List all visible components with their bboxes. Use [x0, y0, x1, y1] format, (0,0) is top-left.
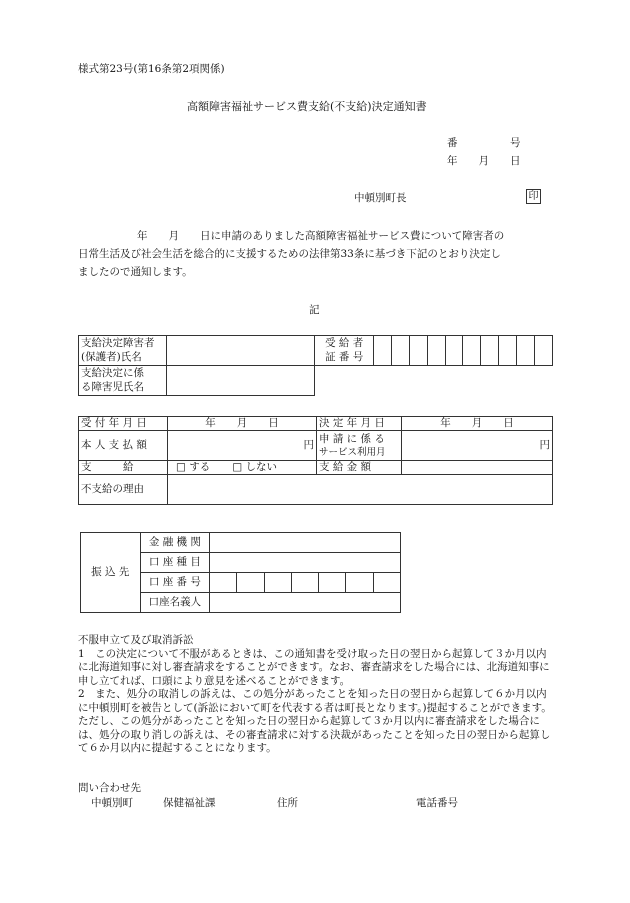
option-dont[interactable]: □ しない	[232, 461, 278, 474]
cert-digit[interactable]	[445, 336, 463, 366]
account-type-field[interactable]	[210, 553, 401, 573]
decision-date-value[interactable]: 年 月 日	[402, 417, 553, 431]
bank-field[interactable]	[210, 533, 401, 553]
account-digit[interactable]	[210, 573, 237, 593]
decision-table	[78, 416, 553, 505]
cert-digit[interactable]	[481, 336, 499, 366]
contact-phone-label: 電話番号	[416, 797, 458, 809]
cert-digit[interactable]	[391, 336, 409, 366]
account-digit[interactable]	[291, 573, 318, 593]
cert-digit[interactable]	[409, 336, 427, 366]
notes-item-1: 1 この決定について不服があるときは、この通知書を受け取った日の翌日から起算して３か月以内に北海道知事に対し審査請求をすることができます。なお、審査請求をした場合には、北海道知事に申し立てれば、口頭により意見を述べることができます。	[78, 647, 550, 687]
recipient-table	[78, 335, 553, 396]
payee-label: 支給決定障害者 (保護者)氏名	[79, 336, 167, 366]
account-number-label: 口 座 番 号	[140, 573, 210, 593]
decision-date-label: 決 定 年 月 日	[317, 417, 402, 431]
cert-digit[interactable]	[373, 336, 391, 366]
reason-field[interactable]	[168, 475, 553, 505]
account-name-label: 口座名義人	[140, 593, 210, 613]
date-label: 年 月 日	[447, 155, 521, 167]
cert-digit[interactable]	[517, 336, 535, 366]
account-digit[interactable]	[373, 573, 400, 593]
page-title: 高額障害福祉サービス費支給(不支給)決定通知書	[187, 100, 427, 113]
seal-mark: 印	[526, 189, 541, 204]
amount-label: 支 給 金 額	[317, 461, 402, 475]
cert-label: 受 給 者 証 番 号	[315, 336, 374, 366]
child-label: 支給決定に係 る障害児氏名	[79, 366, 167, 396]
child-name-field[interactable]	[167, 366, 315, 396]
payment-options[interactable]	[168, 461, 317, 475]
yen-unit: 円	[303, 439, 314, 452]
form-number: 様式第23号(第16条第2項関係)	[78, 63, 225, 75]
service-month-label: 申 請 に 係 る サービス利用月	[317, 431, 402, 461]
cert-digit[interactable]	[427, 336, 445, 366]
doc-number-label: 番 号	[447, 137, 521, 149]
body-line-2: 日常生活及び社会生活を総合的に支援するための法律第33条に基づき下記のとおり決定し	[78, 248, 501, 260]
account-name-field[interactable]	[210, 593, 401, 613]
contact-town: 中頓別町	[91, 797, 133, 809]
account-digit[interactable]	[319, 573, 346, 593]
appeal-notes	[78, 634, 556, 756]
bank-label: 金 融 機 関	[140, 533, 210, 553]
amount-field[interactable]	[402, 461, 553, 475]
option-do[interactable]: □ する	[176, 461, 211, 474]
yen-unit: 円	[539, 439, 550, 452]
account-type-label: 口 座 種 目	[140, 553, 210, 573]
self-pay-label: 本 人 支 払 額	[79, 431, 168, 461]
payee-name-field[interactable]	[167, 336, 315, 366]
account-digit[interactable]	[237, 573, 264, 593]
account-digit[interactable]	[346, 573, 373, 593]
body-line-3: ましたので通知します。	[78, 266, 193, 278]
contact-department: 保健福祉課	[163, 797, 216, 809]
contact-address-label: 住所	[277, 797, 298, 809]
transfer-table	[80, 532, 401, 613]
transfer-label: 振 込 先	[81, 533, 141, 613]
notes-heading: 不服申立て及び取消訴訟	[78, 634, 194, 646]
cert-digit[interactable]	[499, 336, 517, 366]
body-line-1: 年 月 日に申請のありました高額障害福祉サービス費について障害者の	[137, 230, 505, 242]
self-pay-field[interactable]	[168, 431, 317, 461]
account-digit[interactable]	[264, 573, 291, 593]
reception-date-label: 受 付 年 月 日	[79, 417, 168, 431]
reception-date-value[interactable]: 年 月 日	[168, 417, 317, 431]
contact-heading: 問い合わせ先	[78, 782, 141, 794]
payment-label: 支 給	[79, 461, 168, 475]
service-month-field[interactable]	[402, 431, 553, 461]
issuer: 中頓別町長	[354, 192, 407, 204]
reason-label: 不支給の理由	[79, 475, 168, 505]
cert-digit[interactable]	[535, 336, 553, 366]
ki-heading: 記	[309, 304, 320, 316]
notes-item-2: 2 また、処分の取消しの訴えは、この処分があったことを知った日の翌日から起算して６か月以内に中頓別町を被告として(訴訟において町を代表する者は町長となります。)提起することができます。ただし、この処分があったことを知った日の翌日から起算して３か月以内に審査請求をした場合には、処分の取り消しの訴えは、その審査請求に対する決裁があったことを知った日の翌日から起算して６か月以内に提起することになります。	[78, 688, 552, 754]
cert-digit[interactable]	[463, 336, 481, 366]
